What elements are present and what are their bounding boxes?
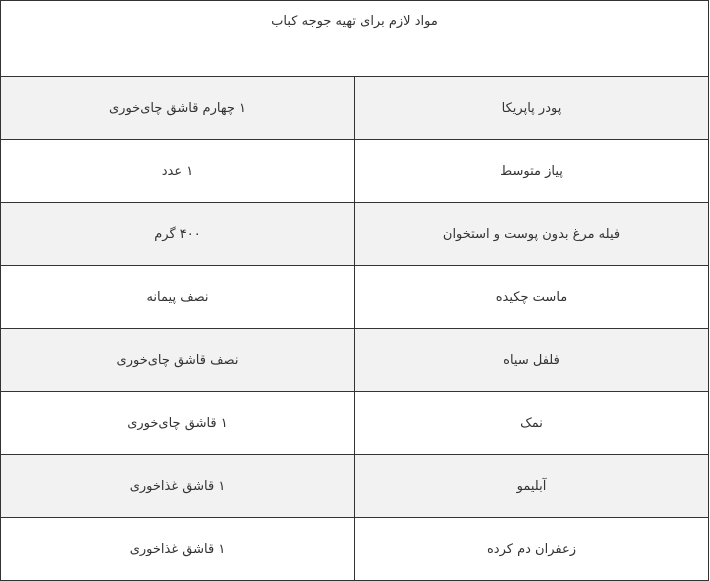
ingredient-amount: ۱ عدد: [1, 140, 355, 203]
table-row: [1, 77, 709, 140]
ingredient-name: فیله مرغ بدون پوست و استخوان: [355, 203, 709, 266]
ingredient-name: زعفران دم کرده: [355, 518, 709, 581]
ingredient-amount: ۱ چهارم قاشق چای‌خوری: [1, 77, 355, 140]
table-title-row: [1, 1, 709, 77]
ingredient-name: پیاز متوسط: [355, 140, 709, 203]
ingredient-name: آبلیمو: [355, 455, 709, 518]
table-row: [1, 140, 709, 203]
table-row: [1, 455, 709, 518]
ingredient-amount: نصف پیمانه: [1, 266, 355, 329]
ingredient-name: فلفل سیاه: [355, 329, 709, 392]
table-row: [1, 329, 709, 392]
ingredient-amount: نصف قاشق چای‌خوری: [1, 329, 355, 392]
ingredient-amount: ۱ قاشق غذاخوری: [1, 455, 355, 518]
table-title: مواد لازم برای تهیه جوجه کباب: [1, 1, 709, 77]
ingredient-amount: ۱ قاشق غذاخوری: [1, 518, 355, 581]
ingredient-amount: ۴۰۰ گرم: [1, 203, 355, 266]
table-row: [1, 266, 709, 329]
ingredient-name: ماست چکیده: [355, 266, 709, 329]
table-row: [1, 203, 709, 266]
ingredient-amount: ۱ قاشق چای‌خوری: [1, 392, 355, 455]
table-row: [1, 392, 709, 455]
ingredient-name: نمک: [355, 392, 709, 455]
ingredient-name: پودر پاپریکا: [355, 77, 709, 140]
table-row: [1, 518, 709, 581]
